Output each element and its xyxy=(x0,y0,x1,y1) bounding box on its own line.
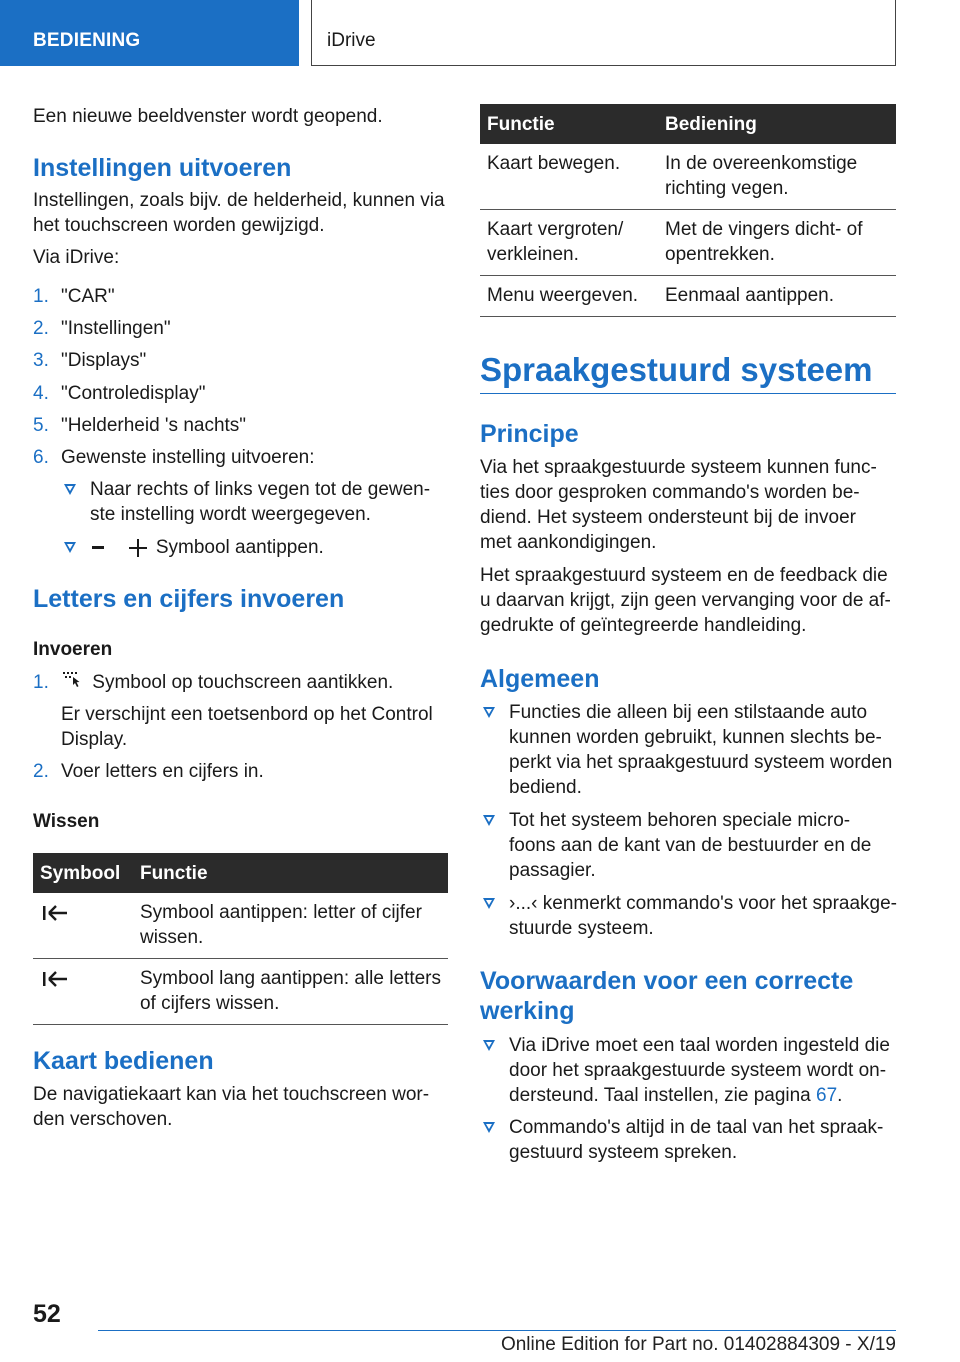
triangle-bullet-icon xyxy=(483,1040,495,1051)
backspace-arrow-icon xyxy=(40,969,70,989)
triangle-bullet-icon xyxy=(483,898,495,909)
triangle-bullet-icon xyxy=(483,1122,495,1133)
table-header: Symbool xyxy=(33,853,133,893)
heading-rule xyxy=(480,393,896,394)
footer-edition: Online Edition for Part no. 01402884309 - X/19 xyxy=(500,1334,896,1355)
table-header: Bediening xyxy=(658,104,896,144)
subheading-wissen: Wissen xyxy=(33,811,100,832)
list-item: ›...‹ kenmerkt commando's voor het spraakge- stuurde systeem. xyxy=(483,891,896,941)
page-number: 52 xyxy=(33,1300,61,1328)
page-header xyxy=(0,0,960,66)
section-tab: BEDIENING xyxy=(0,0,299,66)
list-item: Via iDrive moet een taal worden ingesteld die door het spraakgestuurde systeem wordt on- dersteund. Taal instellen, zie pagina 67. xyxy=(483,1033,896,1108)
heading-letters: Letters en cijfers invoeren xyxy=(33,585,345,613)
triangle-bullet-icon xyxy=(483,815,495,826)
page-reference-link[interactable]: 67 xyxy=(816,1085,838,1106)
table-header: Functie xyxy=(133,853,448,893)
plus-icon xyxy=(129,539,147,557)
triangle-bullet-icon xyxy=(64,542,76,553)
heading-map: Kaart bedienen xyxy=(33,1047,214,1075)
heading-algemeen: Algemeen xyxy=(480,665,600,693)
map-line1: De navigatiekaart kan via het touchscreen wor- xyxy=(33,1084,430,1105)
map-line2: den verschoven. xyxy=(33,1109,173,1130)
triangle-bullet-icon xyxy=(64,484,76,495)
table-row: Kaart vergroten/ verkleinen. Met de vingers dicht- of opentrekken. xyxy=(480,210,896,276)
table-row: Kaart bewegen. In de overeenkomstige richting vegen. xyxy=(480,144,896,210)
intro-text: Een nieuwe beeldvenster wordt geopend. xyxy=(33,106,383,127)
keyboard-touch-icon xyxy=(61,670,83,690)
minus-icon xyxy=(92,546,104,549)
table-row: Menu weergeven. Eenmaal aantippen. xyxy=(480,276,896,317)
keyboard-note-line2: Display. xyxy=(61,729,128,750)
footer-rule xyxy=(98,1330,896,1331)
principe-paragraph-1: Via het spraakgestuurde systeem kunnen func- ties door gesproken commando's worden be- diend. Het systeem ondersteunt bij de invoer met aankondigingen. xyxy=(480,457,877,553)
list-item: Commando's altijd in de taal van het spraak- gestuurd systeem spreken. xyxy=(483,1115,896,1165)
backspace-arrow-icon xyxy=(40,903,70,923)
sub-bullet-swipe: Naar rechts of links vegen tot de gewen- ste instelling wordt weergegeven. xyxy=(64,477,448,527)
table-row: Symbool aantippen: letter of cijfer wissen. xyxy=(33,893,448,959)
table-header: Functie xyxy=(480,104,658,144)
keyboard-note-line1: Er verschijnt een toetsenbord op het Control xyxy=(61,704,433,725)
table-row: Symbool lang aantippen: alle letters of cijfers wissen. xyxy=(33,959,448,1025)
heading-principe: Principe xyxy=(480,420,579,448)
principe-paragraph-2: Het spraakgestuurd systeem en de feedback die u daarvan krijgt, zijn geen vervanging voor de af- gedrukte of geïntegreerde handleiding. xyxy=(480,565,891,636)
delete-table xyxy=(33,853,448,1025)
subheading-invoeren: Invoeren xyxy=(33,639,113,660)
heading-settings: Instellingen uitvoeren xyxy=(33,154,292,182)
list-item: Functies die alleen bij een stilstaande auto kunnen worden gebruikt, kunnen slechts be- perkt via het spraakgestuurd systeem worden bediend. xyxy=(483,700,896,800)
settings-line2: het touchscreen worden gewijzigd. xyxy=(33,215,325,236)
triangle-bullet-icon xyxy=(483,707,495,718)
heading-voorwaarden-2: werking xyxy=(480,997,575,1025)
settings-line1: Instellingen, zoals bijv. de helderheid, kunnen via xyxy=(33,190,445,211)
chapter-title: iDrive xyxy=(311,0,896,66)
chapter-heading: Spraakgestuurd systeem xyxy=(480,351,873,388)
map-gesture-table xyxy=(480,104,896,317)
list-item: Tot het systeem behoren speciale micro- foons aan de kant van de bestuurder en de passagier. xyxy=(483,808,896,883)
sub-bullet-symbol: Symbool aantippen. xyxy=(64,535,448,560)
heading-voorwaarden-1: Voorwaarden voor een correcte xyxy=(480,967,854,995)
via-idrive: Via iDrive: xyxy=(33,247,120,268)
